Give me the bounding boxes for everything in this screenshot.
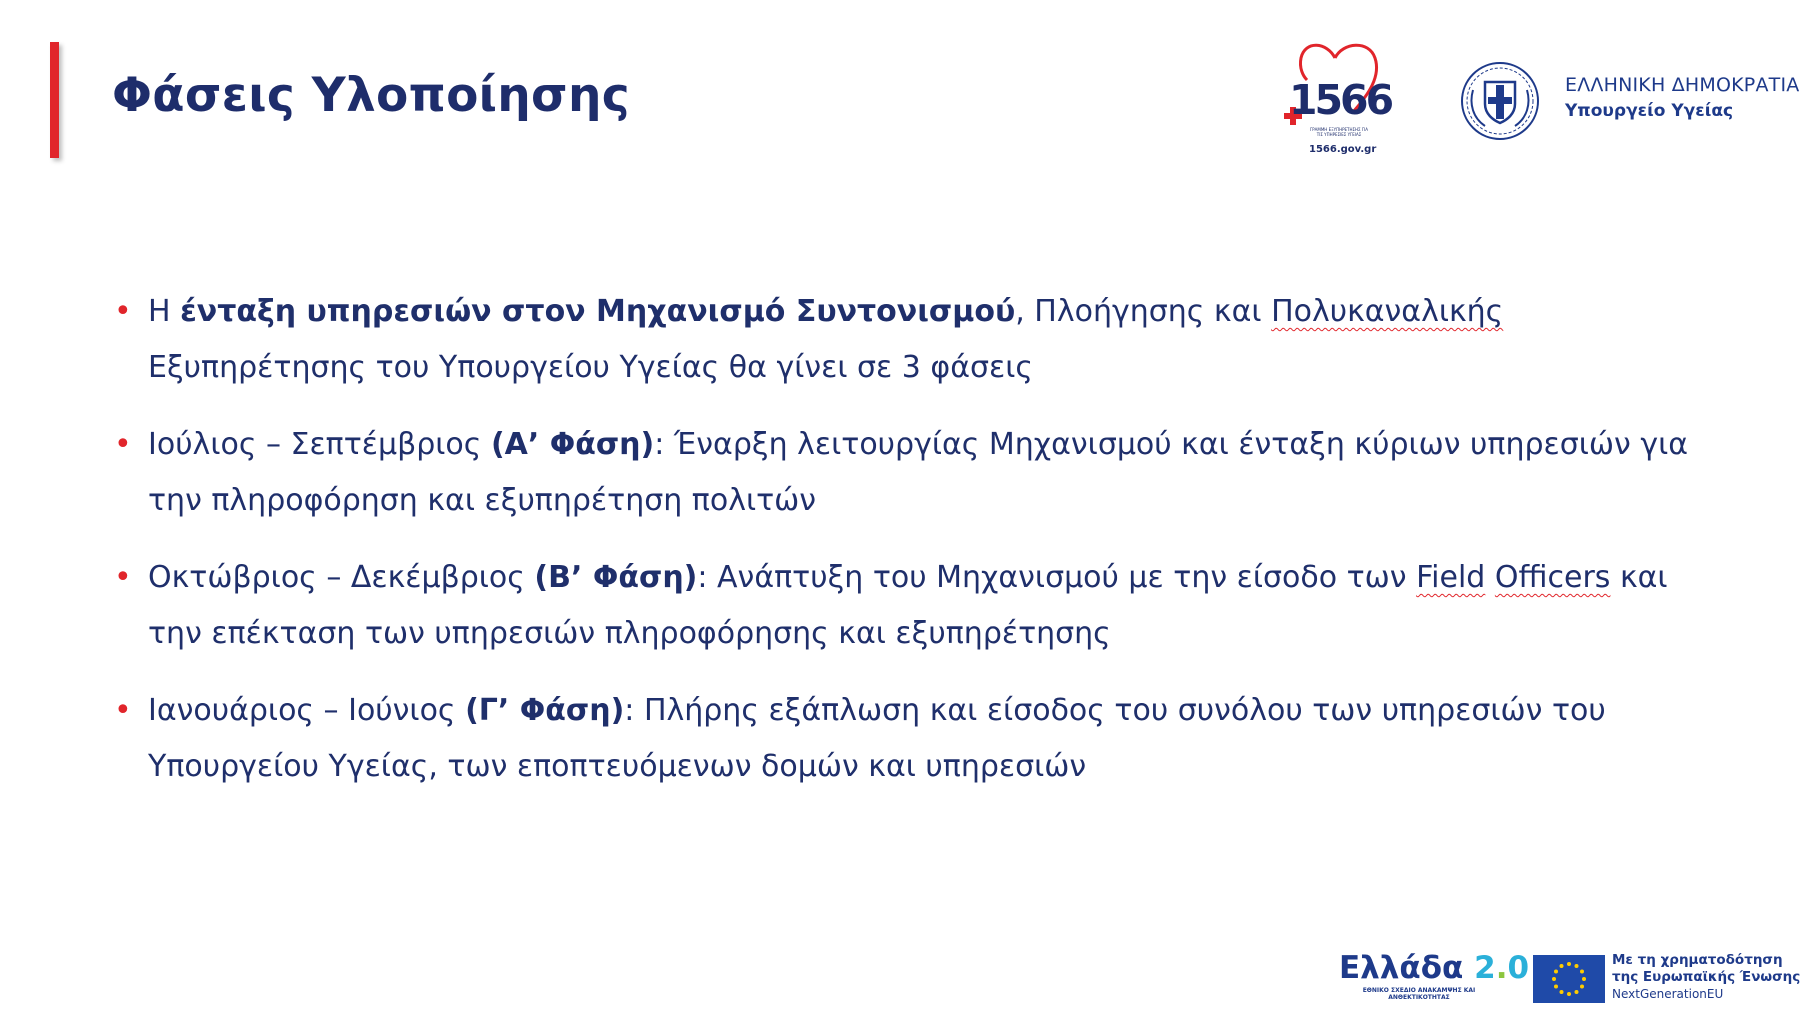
eu-funding-line-1: Με τη χρηματοδότηση: [1612, 952, 1783, 968]
bullet-dot-icon: •: [114, 560, 132, 595]
eu-funding-label: [1612, 952, 1800, 1003]
bullet-text: Εξυπηρέτησης του Υπουργείου Υγείας θα γίνει σε 3 φάσεις: [148, 350, 1033, 385]
bullet-text: , Πλοήγησης και: [1015, 294, 1272, 329]
phases-bullet-list: [112, 284, 1712, 816]
title-accent-bar: [50, 42, 59, 158]
bullet-item: [112, 417, 1712, 529]
bullet-text: : Πλήρης εξάπλωση και είσοδος του συνόλου των υπηρεσιών του Υπουργείου Υγείας, των εποπτευόμενων δομών και υπηρεσιών: [148, 693, 1606, 784]
bullet-item: [112, 550, 1712, 662]
bullet-text: : Έναρξη λειτουργίας Μηχανισμού και ένταξη κύριων υπηρεσιών για την πληροφόρηση και εξυπηρέτηση πολιτών: [148, 427, 1689, 518]
bullet-prefix: Ιανουάριος – Ιούνιος: [148, 693, 466, 728]
spellcheck-flagged-word: Field: [1416, 560, 1486, 595]
bullet-prefix: Οκτώβριος – Δεκέμβριος: [148, 560, 535, 595]
bullet-prefix: Η: [148, 294, 181, 329]
bullet-item: [112, 683, 1712, 795]
eu-funding-line-2: της Ευρωπαϊκής Ένωσης: [1612, 969, 1801, 985]
elladha-version-minor: 0: [1507, 950, 1530, 986]
logo-1566-number: 1566: [1289, 76, 1392, 124]
bullet-bold-text: (Α’ Φάση): [490, 427, 655, 462]
bullet-dot-icon: •: [114, 294, 132, 329]
bullet-bold-text: (Γ’ Φάση): [465, 693, 625, 728]
government-label: [1565, 74, 1799, 121]
eu-funding-line-3: NextGenerationEU: [1612, 987, 1724, 1001]
spellcheck-flagged-word: Πολυκαναλικής: [1271, 294, 1504, 329]
government-line-1: ΕΛΛΗΝΙΚΗ ΔΗΜΟΚΡΑΤΙΑ: [1565, 74, 1800, 96]
elladha-2-logo: [1339, 950, 1530, 1001]
greek-coat-of-arms-icon: [1459, 60, 1541, 142]
bullet-prefix: Ιούλιος – Σεπτέμβριος: [148, 427, 491, 462]
elladha-brand-word: Ελλάδα: [1339, 950, 1464, 986]
bullet-dot-icon: •: [114, 427, 132, 462]
bullet-text: και την επέκταση των υπηρεσιών πληροφόρησης και εξυπηρέτησης: [148, 560, 1668, 651]
elladha-brand: [1339, 950, 1530, 986]
logo-1566: [1283, 36, 1393, 162]
spellcheck-flagged-word: Officers: [1494, 560, 1611, 595]
eu-flag-icon: [1533, 955, 1605, 1003]
elladha-version-major: 2: [1474, 950, 1496, 986]
elladha-version-dot: .: [1495, 950, 1508, 986]
bullet-text: : Ανάπτυξη του Μηχανισμού με την είσοδο των: [697, 560, 1417, 595]
government-line-2: Υπουργείο Υγείας: [1565, 101, 1734, 121]
logo-1566-url: 1566.gov.gr: [1309, 144, 1377, 155]
bullet-bold-text: (Β’ Φάση): [534, 560, 698, 595]
logo-1566-tagline: ΓΡΑΜΜΗ ΕΞΥΠΗΡΕΤΗΣΗΣ ΓΙΑ ΤΙΣ ΥΠΗΡΕΣΙΕΣ ΥΓΕΙΑΣ: [1310, 127, 1368, 137]
elladha-subtitle: ΕΘΝΙΚΟ ΣΧΕΔΙΟ ΑΝΑΚΑΜΨΗΣ ΚΑΙ ΑΝΘΕΚΤΙΚΟΤΗΤΑΣ: [1362, 987, 1476, 1001]
bullet-dot-icon: •: [114, 693, 132, 728]
page-title: Φάσεις Υλοποίησης: [112, 68, 630, 123]
bullet-item: [112, 284, 1712, 396]
bullet-bold-text: ένταξη υπηρεσιών στον Μηχανισμό Συντονισμού: [180, 294, 1016, 329]
